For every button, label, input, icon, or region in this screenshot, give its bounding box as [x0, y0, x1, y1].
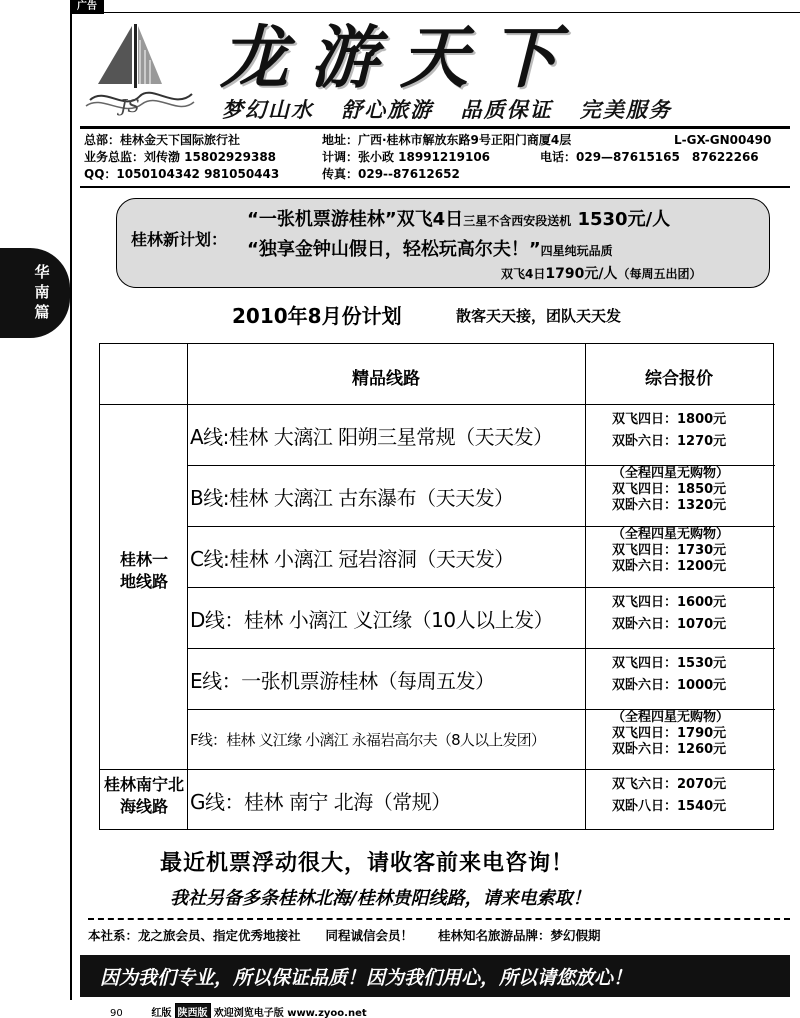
sailboat-logo-icon [80, 20, 200, 120]
route-c: C线:桂林 小漓江 冠岩溶洞（天天发） [190, 547, 514, 571]
price-e [612, 656, 772, 694]
plan-title: 2010年8月份计划 [232, 304, 402, 328]
airfare-notice: 最近机票浮动很大，请收客前来电咨询！ [160, 851, 575, 876]
promo-line1-main: “一张机票游桂林”双飞4日 [247, 209, 464, 230]
company-hq: 总部：桂林金天下国际旅行社 [84, 133, 241, 147]
price-line: 双飞四日：1600元 [612, 595, 727, 610]
table-divider [100, 769, 775, 770]
promo-line2-note: 四星纯玩品质 [540, 244, 613, 258]
promo-box [116, 198, 770, 288]
company-address: 地址：广西·桂林市解放东路9号正阳门商厦4层 [322, 133, 572, 147]
info-rule [80, 186, 790, 188]
table-divider [100, 404, 775, 405]
promo-label: 桂林新计划： [131, 230, 228, 249]
price-line: 双飞四日：1530元 [612, 656, 727, 671]
dashed-divider [88, 918, 790, 920]
header-route: 精品线路 [352, 369, 420, 389]
section-side-tab [0, 248, 70, 338]
plan-subtitle: 散客天天接，团队天天发 [456, 307, 622, 325]
header-price: 综合报价 [645, 369, 713, 389]
route-d: D线：桂林 小漓江 义江缘（10人以上发） [190, 608, 554, 632]
table-divider [187, 587, 775, 588]
price-line: 双卧六日：1260元 [612, 742, 727, 757]
promo-line3-note: （每周五出团） [617, 267, 702, 281]
price-note: （全程四星无购物） [612, 466, 730, 481]
promo-line1-note: 三星不含西安段送机 [463, 214, 572, 228]
license-number: L-GX-GN00490 [674, 133, 772, 147]
brand-title: 龙游天下 [220, 18, 581, 98]
business-manager: 业务总监：刘传渤 15802929388 [84, 150, 277, 164]
price-d [612, 595, 772, 633]
price-line: 双卧六日：1270元 [612, 434, 727, 449]
promo-line3-price: 1790元/人 [545, 266, 618, 282]
price-f [612, 710, 772, 758]
price-line: 双卧六日：1200元 [612, 559, 727, 574]
promo-line3-prefix: 双飞4日 [501, 267, 546, 281]
price-line: 双卧八日：1540元 [612, 799, 727, 814]
route-g: G线：桂林 南宁 北海（常规） [190, 790, 451, 814]
region-nanning: 桂林南宁北海线路 [103, 775, 184, 816]
price-line: 双卧六日：1070元 [612, 617, 727, 632]
table-divider [187, 648, 775, 649]
region-guilin: 桂林一地线路 [119, 550, 168, 591]
route-b: B线:桂林 大漓江 古东瀑布（天天发） [190, 486, 514, 510]
route-a: A线:桂林 大漓江 阳朔三星常规（天天发） [190, 425, 553, 449]
price-line: 双飞四日：1850元 [612, 482, 727, 497]
price-a [612, 412, 772, 450]
price-note: （全程四星无购物） [612, 710, 730, 725]
price-line: 双飞六日：2070元 [612, 777, 727, 792]
page-footer [110, 1003, 367, 1018]
svg-text:JS: JS [120, 96, 140, 117]
more-routes-notice: 我社另备多条桂林北海/桂林贵阳线路，请来电索取！ [170, 888, 591, 909]
dispatch-contact: 计调：张小政 18991219106 [322, 150, 491, 164]
price-c [612, 527, 772, 575]
promo-line-1 [247, 205, 670, 231]
price-b [612, 466, 772, 514]
page-number: 90 [110, 1008, 123, 1018]
ad-tag: 广告 [70, 0, 104, 14]
edition-tag: 陕西版 [175, 1003, 211, 1018]
route-e: E线：一张机票游桂林（每周五发） [190, 669, 495, 693]
promo-line-3 [501, 263, 701, 283]
qq-number: QQ：1050104342 981050443 [84, 167, 280, 181]
membership-line: 本社系：龙之旅会员、指定优秀地接社 同程诚信会员！ 桂林知名旅游品牌：梦幻假期 [88, 928, 601, 943]
section-label: 华南篇 [34, 263, 50, 321]
fax-number: 传真：029--87612652 [322, 167, 460, 181]
price-line: 双飞四日：1730元 [612, 543, 727, 558]
price-line: 双卧六日：1000元 [612, 678, 727, 693]
promo-line-2 [247, 235, 613, 261]
route-price-table [99, 343, 774, 830]
header-rule [80, 126, 790, 129]
price-note: （全程四星无购物） [612, 527, 730, 542]
footer-website[interactable]: 欢迎浏览电子版 www.zyoo.net [213, 1008, 367, 1018]
promo-line2-main: “独享金钟山假日，轻松玩高尔夫！” [247, 239, 541, 260]
route-f: F线：桂林 义江缘 小漓江 永福岩高尔夫（8人以上发团） [190, 731, 546, 749]
promo-line1-price: 1530元/人 [577, 209, 671, 230]
phone-number: 电话：029—87615165 87622266 [540, 150, 759, 164]
brand-slogan: 梦幻山水 舒心旅游 品质保证 完美服务 [222, 97, 672, 122]
price-line: 双飞四日：1790元 [612, 726, 727, 741]
slogan-banner [80, 955, 790, 997]
price-line: 双卧六日：1320元 [612, 498, 727, 513]
slogan-banner-text: 因为我们专业，所以保证品质！因为我们用心，所以请您放心！ [100, 967, 633, 989]
price-g [612, 777, 772, 815]
price-line: 双飞四日：1800元 [612, 412, 727, 427]
footer-section: 红版 [151, 1008, 172, 1018]
